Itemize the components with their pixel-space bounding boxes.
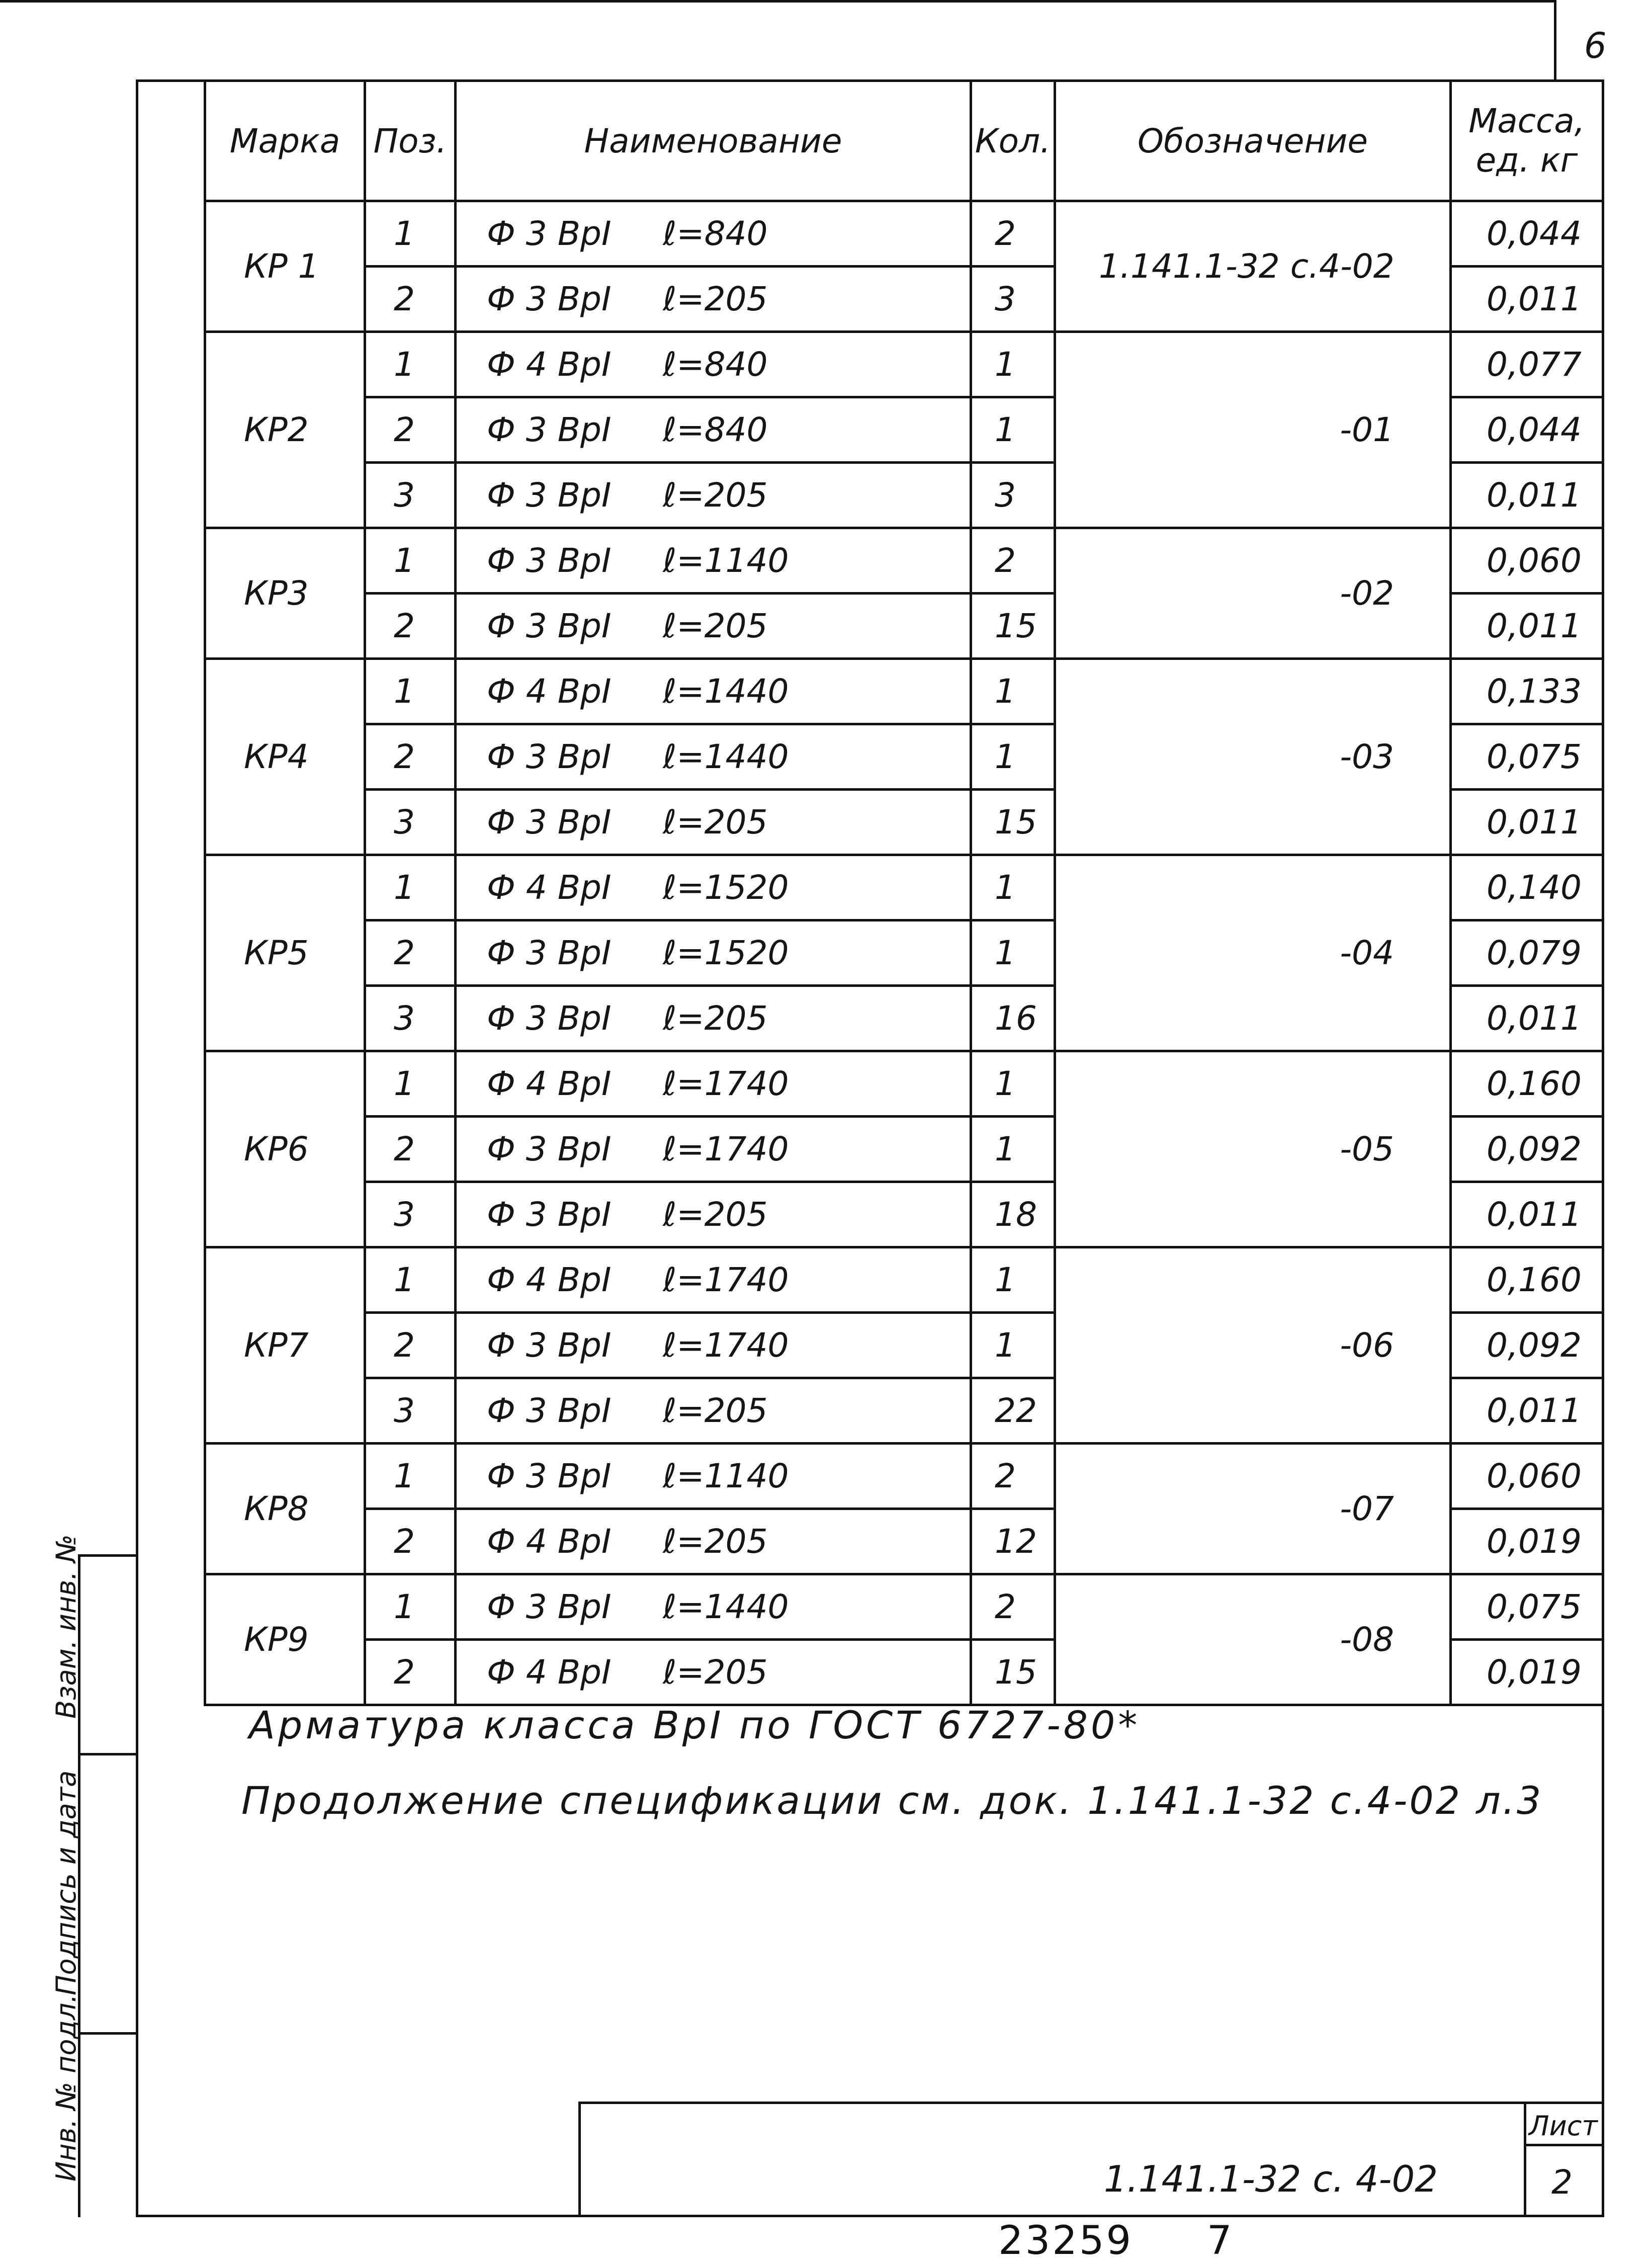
cell-pos: 2 <box>365 1117 456 1182</box>
archive-number: 23259 <box>998 2218 1134 2263</box>
cell-pos: 3 <box>365 1182 456 1247</box>
cell-name <box>456 724 971 790</box>
cell-qty: 3 <box>971 463 1055 528</box>
cell-qty: 1 <box>971 855 1055 920</box>
cell-mark: КР3 <box>205 528 365 659</box>
cell-mass: 0,044 <box>1451 201 1603 267</box>
cell-name <box>456 1051 971 1117</box>
cell-name <box>456 1444 971 1509</box>
page-number: 6 <box>1584 25 1607 66</box>
rebar-grade: Ф 3 ВрI <box>487 410 612 449</box>
cell-pos: 1 <box>365 1247 456 1313</box>
header-designation: Обозначение <box>1055 81 1451 201</box>
cell-name <box>456 1117 971 1182</box>
rebar-grade: Ф 4 ВрI <box>487 1522 612 1561</box>
cell-qty: 1 <box>971 1051 1055 1117</box>
rebar-grade: Ф 4 ВрI <box>487 672 612 711</box>
top-border <box>0 0 1554 3</box>
cell-mass: 0,077 <box>1451 332 1603 397</box>
rebar-length: ℓ=1520 <box>663 934 789 972</box>
rebar-length: ℓ=205 <box>663 1391 768 1430</box>
cell-qty: 15 <box>971 594 1055 659</box>
cell-designation: -08 <box>1055 1574 1451 1705</box>
cell-designation: -05 <box>1055 1051 1451 1247</box>
rebar-length: ℓ=205 <box>663 1653 768 1692</box>
rebar-length: ℓ=1520 <box>663 868 789 907</box>
rebar-grade: Ф 3 ВрI <box>487 607 612 645</box>
cell-pos: 1 <box>365 855 456 920</box>
cell-qty: 15 <box>971 790 1055 855</box>
cell-name <box>456 463 971 528</box>
cell-mass: 0,011 <box>1451 463 1603 528</box>
cell-name <box>456 920 971 986</box>
sheet-number: 2 <box>1551 2163 1573 2202</box>
rebar-length: ℓ=840 <box>663 345 768 384</box>
cell-qty: 3 <box>971 267 1055 332</box>
header-mass: Масса, ед. кг <box>1451 81 1603 201</box>
cell-mass: 0,140 <box>1451 855 1603 920</box>
specification-table <box>204 79 1604 1706</box>
rebar-grade: Ф 3 ВрI <box>487 934 612 972</box>
cell-designation: -07 <box>1055 1444 1451 1574</box>
frame-left <box>136 79 138 2217</box>
rebar-grade: Ф 4 ВрI <box>487 345 612 384</box>
cell-mass: 0,011 <box>1451 1182 1603 1247</box>
cell-pos: 1 <box>365 1444 456 1509</box>
cell-pos: 2 <box>365 397 456 463</box>
rebar-grade: Ф 3 ВрI <box>487 1587 612 1626</box>
cell-pos: 2 <box>365 594 456 659</box>
cell-designation: -03 <box>1055 659 1451 855</box>
cell-pos: 2 <box>365 1640 456 1705</box>
title-block-left <box>578 2102 581 2217</box>
table-row <box>205 855 1603 920</box>
table-header-row <box>205 81 1603 201</box>
cell-mass: 0,011 <box>1451 267 1603 332</box>
cell-pos: 1 <box>365 528 456 594</box>
cell-qty: 2 <box>971 528 1055 594</box>
page-number-divider <box>1554 0 1556 79</box>
cell-mass: 0,079 <box>1451 920 1603 986</box>
cell-pos: 2 <box>365 724 456 790</box>
cell-designation: -02 <box>1055 528 1451 659</box>
rebar-length: ℓ=1740 <box>663 1261 789 1299</box>
cell-pos: 3 <box>365 1378 456 1444</box>
cell-pos: 2 <box>365 920 456 986</box>
cell-name <box>456 1640 971 1705</box>
cell-designation: -06 <box>1055 1247 1451 1444</box>
cell-mass: 0,092 <box>1451 1117 1603 1182</box>
cell-name <box>456 528 971 594</box>
cell-qty: 18 <box>971 1182 1055 1247</box>
cell-mark: КР4 <box>205 659 365 855</box>
rebar-grade: Ф 3 ВрI <box>487 1457 612 1495</box>
cell-qty: 2 <box>971 1444 1055 1509</box>
cell-name <box>456 790 971 855</box>
cell-qty: 1 <box>971 724 1055 790</box>
header-name: Наименование <box>456 81 971 201</box>
rebar-length: ℓ=1440 <box>663 737 789 776</box>
rebar-grade: Ф 3 ВрI <box>487 1195 612 1234</box>
rebar-length: ℓ=205 <box>663 280 768 318</box>
cell-mass: 0,092 <box>1451 1313 1603 1378</box>
rebar-grade: Ф 3 ВрI <box>487 1391 612 1430</box>
cell-pos: 3 <box>365 986 456 1051</box>
cell-name <box>456 986 971 1051</box>
rebar-length: ℓ=205 <box>663 999 768 1038</box>
cell-mark: КР7 <box>205 1247 365 1444</box>
cell-qty: 1 <box>971 397 1055 463</box>
rebar-length: ℓ=1140 <box>663 1457 789 1495</box>
cell-qty: 1 <box>971 1247 1055 1313</box>
cell-pos: 2 <box>365 1313 456 1378</box>
rebar-length: ℓ=1440 <box>663 1587 789 1626</box>
cell-mass: 0,060 <box>1451 528 1603 594</box>
cell-mass: 0,075 <box>1451 1574 1603 1640</box>
cell-qty: 12 <box>971 1509 1055 1574</box>
rebar-grade: Ф 4 ВрI <box>487 1064 612 1103</box>
cell-pos: 1 <box>365 332 456 397</box>
cell-qty: 2 <box>971 1574 1055 1640</box>
cell-name <box>456 332 971 397</box>
cell-name <box>456 1574 971 1640</box>
rebar-length: ℓ=840 <box>663 410 768 449</box>
cell-name <box>456 659 971 724</box>
cell-mark: КР6 <box>205 1051 365 1247</box>
rebar-grade: Ф 3 ВрI <box>487 737 612 776</box>
cell-mark: КР2 <box>205 332 365 528</box>
cell-qty: 16 <box>971 986 1055 1051</box>
cell-name <box>456 1182 971 1247</box>
header-mark: Марка <box>205 81 365 201</box>
rebar-length: ℓ=840 <box>663 214 768 253</box>
rebar-length: ℓ=1740 <box>663 1130 789 1168</box>
cell-mass: 0,011 <box>1451 790 1603 855</box>
rebar-grade: Ф 3 ВрI <box>487 1326 612 1365</box>
rebar-length: ℓ=1740 <box>663 1064 789 1103</box>
cell-mass: 0,011 <box>1451 1378 1603 1444</box>
cell-mass: 0,011 <box>1451 986 1603 1051</box>
cell-mass: 0,019 <box>1451 1640 1603 1705</box>
rebar-grade: Ф 3 ВрI <box>487 1130 612 1168</box>
table-row <box>205 1051 1603 1117</box>
title-block-sheet-line <box>1524 2144 1604 2146</box>
sheet-label: Лист <box>1529 2110 1598 2142</box>
archive-sheet: 7 <box>1207 2218 1232 2263</box>
table-row <box>205 1574 1603 1640</box>
cell-pos: 3 <box>365 790 456 855</box>
cell-mass: 0,060 <box>1451 1444 1603 1509</box>
cell-mark: КР9 <box>205 1574 365 1705</box>
title-block-sheet-divider <box>1524 2102 1526 2217</box>
rebar-grade: Ф 4 ВрI <box>487 868 612 907</box>
title-block-top <box>578 2102 1604 2104</box>
rebar-grade: Ф 3 ВрI <box>487 476 612 515</box>
cell-pos: 1 <box>365 201 456 267</box>
note-rebar-class: Арматура класса ВрI по ГОСТ 6727-80* <box>249 1703 1141 1747</box>
cell-pos: 3 <box>365 463 456 528</box>
cell-mass: 0,044 <box>1451 397 1603 463</box>
cell-qty: 15 <box>971 1640 1055 1705</box>
cell-mark: КР 1 <box>205 201 365 332</box>
table-row <box>205 659 1603 724</box>
cell-mass: 0,011 <box>1451 594 1603 659</box>
frame-bottom <box>136 2215 1604 2217</box>
cell-qty: 1 <box>971 332 1055 397</box>
cell-designation: -04 <box>1055 855 1451 1051</box>
cell-designation: 1.141.1-32 с.4-02 <box>1055 201 1451 332</box>
cell-name <box>456 1509 971 1574</box>
cell-qty: 22 <box>971 1378 1055 1444</box>
cell-qty: 1 <box>971 1117 1055 1182</box>
rebar-length: ℓ=1140 <box>663 541 789 580</box>
header-qty: Кол. <box>971 81 1055 201</box>
rebar-grade: Ф 3 ВрI <box>487 280 612 318</box>
rebar-length: ℓ=205 <box>663 1522 768 1561</box>
rebar-grade: Ф 3 ВрI <box>487 803 612 842</box>
cell-pos: 1 <box>365 1574 456 1640</box>
rebar-grade: Ф 4 ВрI <box>487 1261 612 1299</box>
table-row <box>205 332 1603 397</box>
header-pos: Поз. <box>365 81 456 201</box>
cell-qty: 2 <box>971 201 1055 267</box>
rebar-length: ℓ=1440 <box>663 672 789 711</box>
side-stamp-top <box>78 1554 138 1557</box>
cell-pos: 1 <box>365 659 456 724</box>
rebar-length: ℓ=205 <box>663 607 768 645</box>
cell-name <box>456 594 971 659</box>
cell-qty: 1 <box>971 659 1055 724</box>
rebar-grade: Ф 3 ВрI <box>487 999 612 1038</box>
note-continuation: Продолжение спецификации см. док. 1.141.1-32 с.4-02 л.3 <box>241 1778 1543 1823</box>
rebar-length: ℓ=205 <box>663 476 768 515</box>
table-row <box>205 201 1603 267</box>
cell-mark: КР5 <box>205 855 365 1051</box>
cell-name <box>456 1313 971 1378</box>
cell-pos: 1 <box>365 1051 456 1117</box>
cell-mass: 0,160 <box>1451 1247 1603 1313</box>
side-stamp-div1 <box>78 1753 138 1755</box>
table-row <box>205 1247 1603 1313</box>
cell-designation: -01 <box>1055 332 1451 528</box>
rebar-length: ℓ=205 <box>663 1195 768 1234</box>
cell-name <box>456 267 971 332</box>
cell-name <box>456 855 971 920</box>
cell-mass: 0,019 <box>1451 1509 1603 1574</box>
rebar-length: ℓ=1740 <box>663 1326 789 1365</box>
cell-pos: 2 <box>365 267 456 332</box>
cell-name <box>456 397 971 463</box>
cell-name <box>456 1378 971 1444</box>
cell-name <box>456 201 971 267</box>
side-stamp-div2 <box>78 2032 138 2035</box>
cell-qty: 1 <box>971 920 1055 986</box>
cell-pos: 2 <box>365 1509 456 1574</box>
cell-mass: 0,133 <box>1451 659 1603 724</box>
cell-mass: 0,160 <box>1451 1051 1603 1117</box>
rebar-length: ℓ=205 <box>663 803 768 842</box>
table-row <box>205 1444 1603 1509</box>
rebar-grade: Ф 4 ВрI <box>487 1653 612 1692</box>
document-designation: 1.141.1-32 с. 4-02 <box>1104 2158 1438 2200</box>
table-row <box>205 528 1603 594</box>
rebar-grade: Ф 3 ВрI <box>487 541 612 580</box>
cell-mark: КР8 <box>205 1444 365 1574</box>
rebar-grade: Ф 3 ВрI <box>487 214 612 253</box>
cell-qty: 1 <box>971 1313 1055 1378</box>
cell-name <box>456 1247 971 1313</box>
cell-mass: 0,075 <box>1451 724 1603 790</box>
